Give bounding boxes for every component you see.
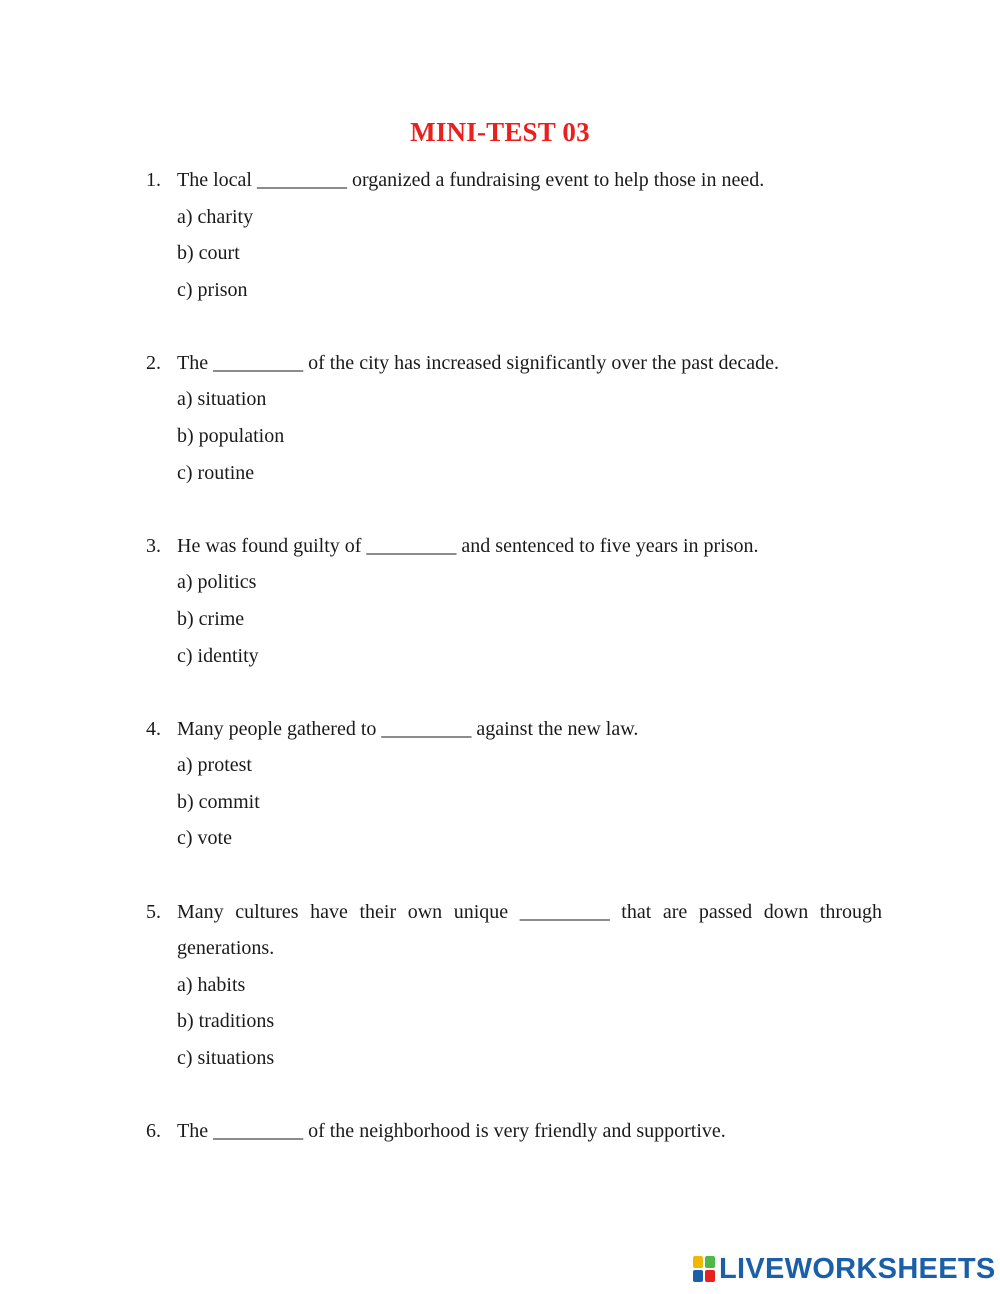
answer-option: b) crime [177,607,245,630]
logo-block-blue [693,1270,703,1282]
question-number: 1. [146,169,161,191]
answer-option: b) commit [177,790,260,813]
answer-option: c) routine [177,461,255,484]
answer-option: a) politics [177,571,257,594]
liveworksheets-logo [693,1254,996,1284]
answer-option: b) population [177,425,285,448]
answer-option: a) charity [177,205,254,228]
question-item [146,162,882,308]
question-number: 3. [146,534,161,557]
question-list [146,162,882,1186]
question-text: He was found guilty of _________ and sentenced to five years in prison. [177,534,759,557]
question-text: Many people gathered to _________ against the new law. [177,717,639,740]
answer-option: a) protest [177,754,252,777]
question-number: 6. [146,1119,161,1142]
question-text: The _________ of the city has increased significantly over the past decade. [177,351,780,374]
question-item [146,528,882,674]
logo-text: LIVEWORKSHEETS [719,1253,996,1285]
question-number: 4. [146,717,161,740]
question-item [146,345,882,491]
answer-option: c) vote [177,827,232,850]
answer-option: b) traditions [177,1010,275,1033]
answer-option: a) situation [177,388,267,411]
answer-option: c) situations [177,1046,275,1069]
liveworksheets-logo-icon [693,1256,715,1282]
question-item [146,1113,882,1150]
question-text: Many cultures have their own unique _________ that are passed down through generations. [177,900,882,960]
question-text: The _________ of the neighborhood is very friendly and supportive. [177,1119,726,1142]
logo-block-red [705,1270,715,1282]
answer-option: c) identity [177,644,259,667]
answer-option: b) court [177,242,240,265]
question-text: The local _________ organized a fundraising event to help those in need. [177,169,765,191]
question-number: 2. [146,351,161,374]
question-item [146,894,882,1077]
answer-option: c) prison [177,278,248,301]
worksheet-title: MINI-TEST 03 [410,117,590,147]
question-item [146,711,882,857]
logo-block-yellow [693,1256,703,1268]
question-number: 5. [146,900,161,923]
logo-block-green [705,1256,715,1268]
answer-option: a) habits [177,973,246,996]
